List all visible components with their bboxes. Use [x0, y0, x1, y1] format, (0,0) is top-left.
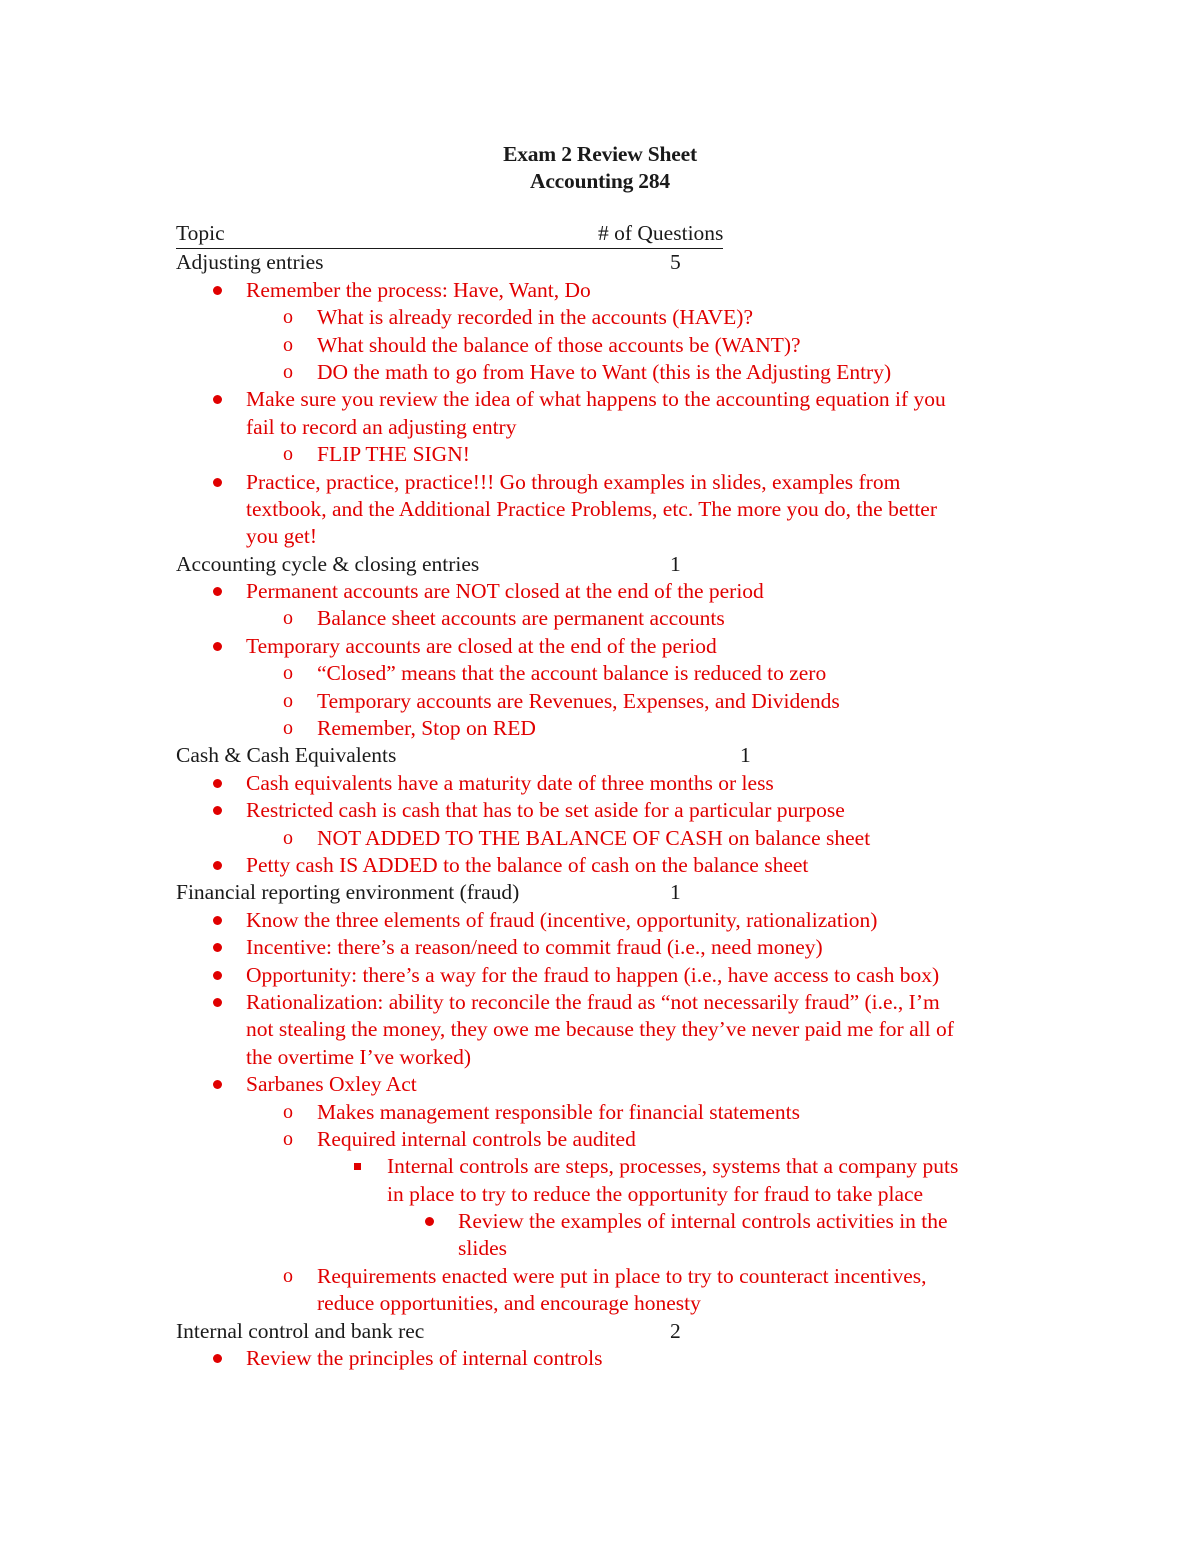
circle-bullet-icon: o: [283, 333, 293, 356]
list-item: o FLIP THE SIGN!: [176, 441, 1036, 468]
section-topic: [176, 742, 1036, 769]
question-count: 1: [670, 880, 681, 905]
list-item: Temporary accounts are closed at the end of the period: [176, 633, 1036, 660]
bullet-icon: [213, 971, 222, 980]
bullet-icon: [213, 642, 222, 651]
bullet-icon: [213, 395, 222, 404]
list-item: Opportunity: there’s a way for the fraud to happen (i.e., have access to cash box): [176, 962, 1036, 989]
list-item: o Requirements enacted were put in place to try to counteract incentives,: [176, 1263, 1036, 1290]
list-item: o Remember, Stop on RED: [176, 715, 1036, 742]
list-item: Know the three elements of fraud (incentive, opportunity, rationalization): [176, 907, 1036, 934]
list-item: o What should the balance of those accounts be (WANT)?: [176, 332, 1036, 359]
topic-label: Accounting cycle & closing entries: [176, 551, 480, 576]
list-item: Cash equivalents have a maturity date of three months or less: [176, 770, 1036, 797]
list-item-continuation: the overtime I’ve worked): [246, 1044, 472, 1069]
list-item: Internal controls are steps, processes, systems that a company puts: [176, 1153, 1036, 1180]
circle-bullet-icon: o: [283, 360, 293, 383]
list-item: o Required internal controls be audited: [176, 1126, 1036, 1153]
list-item: o What is already recorded in the accounts (HAVE)?: [176, 304, 1036, 331]
list-item: o “Closed” means that the account balance is reduced to zero: [176, 660, 1036, 687]
list-item: o Temporary accounts are Revenues, Expenses, and Dividends: [176, 688, 1036, 715]
list-item: o NOT ADDED TO THE BALANCE OF CASH on balance sheet: [176, 825, 1036, 852]
list-item: o DO the math to go from Have to Want (this is the Adjusting Entry): [176, 359, 1036, 386]
bullet-icon: [213, 478, 222, 487]
list-item-continuation: slides: [458, 1236, 507, 1261]
list-item-continuation: textbook, and the Additional Practice Problems, etc. The more you do, the better: [246, 496, 938, 521]
question-count: 1: [740, 743, 751, 768]
list-item: Review the examples of internal controls activities in the: [176, 1208, 1036, 1235]
bullet-icon: [213, 1354, 222, 1363]
question-count: 1: [670, 551, 681, 576]
list-item: Make sure you review the idea of what happens to the accounting equation if you: [176, 386, 1036, 413]
circle-bullet-icon: o: [283, 443, 293, 466]
document-page: [176, 141, 1036, 1372]
topic-label: Internal control and bank rec: [176, 1318, 425, 1343]
circle-bullet-icon: o: [283, 1100, 293, 1123]
list-item: Rationalization: ability to reconcile the fraud as “not necessarily fraud” (i.e., I’m: [176, 989, 1036, 1016]
topic-column-header: Topic: [176, 222, 598, 249]
bullet-icon: [213, 806, 222, 815]
topic-label: Financial reporting environment (fraud): [176, 880, 520, 905]
list-item-continuation: not stealing the money, they owe me because they they’ve never paid me for all of: [246, 1017, 954, 1042]
list-item: Review the principles of internal controls: [176, 1345, 1036, 1372]
bullet-icon: [213, 861, 222, 870]
list-item-continuation: you get!: [246, 524, 318, 549]
circle-bullet-icon: o: [283, 826, 293, 849]
circle-bullet-icon: o: [283, 717, 293, 740]
list-item: Remember the process: Have, Want, Do: [176, 277, 1036, 304]
bullet-icon: [213, 779, 222, 788]
list-item: Incentive: there’s a reason/need to commit fraud (i.e., need money): [176, 934, 1036, 961]
list-item: o Balance sheet accounts are permanent accounts: [176, 605, 1036, 632]
list-item: Sarbanes Oxley Act: [176, 1071, 1036, 1098]
section-topic: [176, 249, 1036, 276]
circle-bullet-icon: o: [283, 1127, 293, 1150]
course-title: Accounting 284: [530, 169, 670, 193]
bullet-icon: [213, 943, 222, 952]
list-item: Restricted cash is cash that has to be set aside for a particular purpose: [176, 797, 1036, 824]
table-header: [176, 222, 1036, 249]
list-item-continuation: fail to record an adjusting entry: [246, 414, 517, 439]
circle-bullet-icon: o: [283, 607, 293, 630]
circle-bullet-icon: o: [283, 1264, 293, 1287]
topic-label: Adjusting entries: [176, 250, 324, 275]
list-item-continuation: reduce opportunities, and encourage honesty: [317, 1291, 701, 1316]
section-topic: [176, 879, 1036, 906]
circle-bullet-icon: o: [283, 662, 293, 685]
bullet-icon: [213, 916, 222, 925]
circle-bullet-icon: o: [283, 689, 293, 712]
topic-label: Cash & Cash Equivalents: [176, 743, 397, 768]
bullet-icon: [425, 1217, 434, 1226]
list-item: Petty cash IS ADDED to the balance of cash on the balance sheet: [176, 852, 1036, 879]
questions-column-header: # of Questions: [598, 222, 723, 249]
list-item: o Makes management responsible for financial statements: [176, 1099, 1036, 1126]
bullet-icon: [213, 587, 222, 596]
list-item: Practice, practice, practice!!! Go through examples in slides, examples from: [176, 469, 1036, 496]
bullet-icon: [213, 998, 222, 1007]
bullet-icon: [213, 1080, 222, 1089]
list-item-continuation: in place to try to reduce the opportunity for fraud to take place: [387, 1181, 924, 1206]
bullet-icon: [213, 286, 222, 295]
square-bullet-icon: [354, 1163, 361, 1170]
section-topic: [176, 1318, 1036, 1345]
circle-bullet-icon: o: [283, 306, 293, 329]
question-count: 2: [670, 1318, 681, 1343]
question-count: 5: [670, 250, 681, 275]
document-title: Exam 2 Review Sheet: [503, 142, 697, 166]
list-item: Permanent accounts are NOT closed at the end of the period: [176, 578, 1036, 605]
section-topic: [176, 551, 1036, 578]
